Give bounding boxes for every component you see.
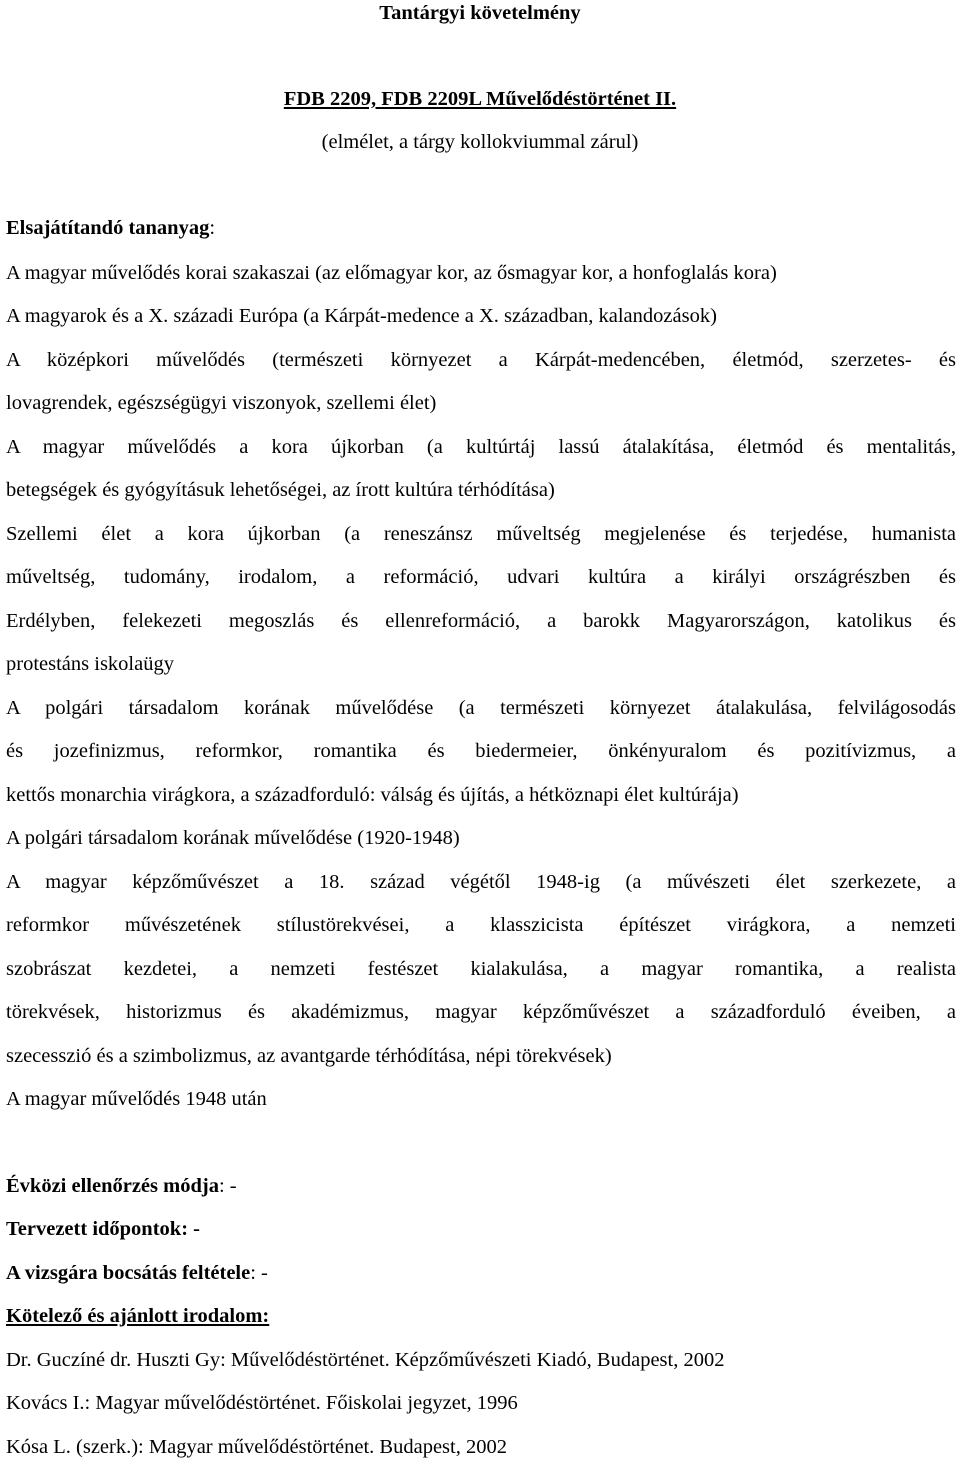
- exam-label: A vizsgára bocsátás feltétele: [6, 1262, 251, 1284]
- syllabus-line: és jozefinizmus, reformkor, romantika és biedermeier, önkényuralom és pozitívizmus, a: [6, 740, 956, 762]
- dates-value: -: [188, 1218, 200, 1240]
- dates-label: Tervezett időpontok:: [6, 1218, 189, 1240]
- syllabus-line: A polgári társadalom korának művelődése (a természeti környezet átalakulása, felvilágosodás: [6, 697, 956, 719]
- planned-dates: [6, 1216, 956, 1242]
- midterm-check: [6, 1173, 956, 1199]
- syllabus-line: Szellemi élet a kora újkorban (a reneszánsz műveltség megjelenése és terjedése, humanista: [6, 523, 956, 545]
- syllabus-line: protestáns iskolaügy: [6, 653, 174, 675]
- exam-condition: [6, 1260, 956, 1286]
- midterm-value: : -: [218, 1175, 237, 1197]
- syllabus-line: szobrászat kezdetei, a nemzeti festészet kialakulása, a magyar romantika, a realista: [6, 958, 956, 980]
- document-title: Tantárgyi követelmény: [379, 2, 581, 24]
- syllabus-line: A magyar művelődés korai szakaszai (az előmagyar kor, az ősmagyar kor, a honfoglalás kora): [6, 262, 777, 284]
- literature-item: Kovács I.: Magyar művelődéstörténet. Főiskolai jegyzet, 1996: [6, 1392, 518, 1414]
- literature-item: Dr. Guczíné dr. Huszti Gy: Művelődéstörténet. Képzőművészeti Kiadó, Budapest, 2002: [6, 1349, 725, 1371]
- syllabus-line: A magyar művelődés 1948 után: [6, 1088, 267, 1110]
- syllabus-line: szecesszió és a szimbolizmus, az avantgarde térhódítása, népi törekvések): [6, 1045, 612, 1067]
- syllabus-line: lovagrendek, egészségügyi viszonyok, szellemi élet): [6, 392, 437, 414]
- syllabus-line: A magyarok és a X. századi Európa (a Kárpát-medence a X. században, kalandozások): [6, 305, 717, 327]
- syllabus-line: betegségek és gyógyításuk lehetőségei, az írott kultúra térhódítása): [6, 479, 555, 501]
- syllabus-label-suffix: :: [209, 217, 216, 239]
- syllabus-line: A polgári társadalom korának művelődése (1920-1948): [6, 827, 460, 849]
- literature-item: Kósa L. (szerk.): Magyar művelődéstörténet. Budapest, 2002: [6, 1436, 507, 1458]
- syllabus-label: Elsajátítandó tananyag: [6, 217, 210, 239]
- syllabus-line: A magyar művelődés a kora újkorban (a kultúrtáj lassú átalakítása, életmód és mentalitás,: [6, 436, 956, 458]
- exam-value: : -: [250, 1262, 268, 1284]
- course-code: FDB 2209, FDB 2209L Művelődéstörténet II.: [283, 88, 677, 110]
- course-note: (elmélet, a tárgy kollokviummal zárul): [321, 131, 639, 153]
- syllabus-line: műveltség, tudomány, irodalom, a reformáció, udvari kultúra a királyi országrészben és: [6, 566, 956, 588]
- syllabus-line: Erdélyben, felekezeti megoszlás és ellenreformáció, a barokk Magyarországon, katolikus és: [6, 610, 956, 632]
- syllabus-line: törekvések, historizmus és akadémizmus, magyar képzőművészet a századforduló éveiben, a: [6, 1001, 956, 1023]
- syllabus-line: kettős monarchia virágkora, a századforduló: válság és újítás, a hétköznapi élet kultúrája): [6, 784, 739, 806]
- syllabus-line: A magyar képzőművészet a 18. század végétől 1948-ig (a művészeti élet szerkezete, a: [6, 871, 956, 893]
- literature-heading: Kötelező és ajánlott irodalom:: [6, 1305, 270, 1327]
- syllabus-line: A középkori művelődés (természeti környezet a Kárpát-medencében, életmód, szerzetes- és: [6, 349, 956, 371]
- midterm-label: Évközi ellenőrzés módja: [6, 1175, 219, 1197]
- syllabus-heading: [6, 215, 956, 241]
- syllabus-line: reformkor művészetének stílustörekvései, a klasszicista építészet virágkora, a nemzeti: [6, 914, 956, 936]
